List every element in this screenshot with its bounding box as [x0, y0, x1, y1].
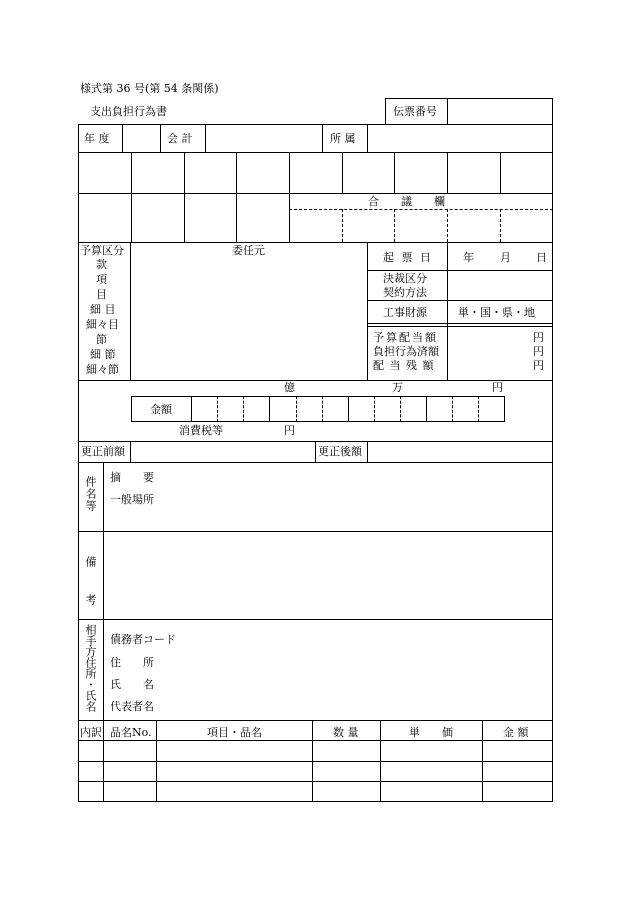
- fiscal-year-label: 年 度: [84, 132, 110, 145]
- consultation-label: 合 議 欄: [368, 195, 445, 208]
- detail-header-breakdown: 内訳: [80, 726, 102, 739]
- remaining-allocation-label: 配 当 残 額: [373, 359, 435, 372]
- debtor-code-label: 債務者コード: [110, 633, 176, 646]
- department-field[interactable]: [368, 126, 552, 150]
- decision-category-label: 決裁区分: [383, 272, 427, 285]
- remarks-side-label: 備 考: [84, 556, 97, 613]
- kou-label: 項: [96, 273, 107, 286]
- fund-source-label: 工事財源: [383, 306, 427, 319]
- detail-header-item-name: 項目・品名: [207, 726, 262, 739]
- form-title: 支出負担行為書: [90, 105, 167, 118]
- summary-label: 摘 要: [110, 471, 154, 484]
- delegation-label: 委任元: [232, 244, 265, 257]
- general-location-label: 一般場所: [110, 493, 154, 506]
- year-unit: 年: [463, 251, 474, 264]
- saimoku-label: 細 目: [90, 303, 116, 316]
- oku-unit: 億: [284, 381, 295, 394]
- representative-label: 代表者名: [110, 700, 154, 713]
- consumption-tax-label: 消費税等: [179, 424, 223, 437]
- detail-header-item-no: 品名No.: [110, 726, 152, 739]
- amount-label: 金額: [150, 403, 172, 416]
- revision-before-label: 更正前額: [81, 445, 125, 458]
- detail-header-quantity: 数 量: [333, 726, 359, 739]
- budget-category-label: 予算区分: [80, 244, 124, 257]
- department-label: 所 属: [330, 132, 356, 145]
- voucher-number-label: 伝票番号: [393, 105, 437, 118]
- counterparty-side-label: 相手方住所・氏名: [84, 624, 97, 712]
- saisetsu-label: 細 節: [90, 348, 116, 361]
- saisaimoku-label: 細々目: [86, 318, 119, 331]
- kan-label: 款: [96, 258, 107, 271]
- setsu-label: 節: [96, 333, 107, 346]
- detail-header-unit-price: 単 価: [409, 726, 453, 739]
- revision-after-label: 更正後額: [318, 445, 362, 458]
- account-label: 会 計: [167, 132, 193, 145]
- fiscal-year-field[interactable]: [123, 126, 159, 150]
- month-unit: 月: [500, 251, 511, 264]
- name-label: 氏 名: [110, 678, 154, 691]
- account-field[interactable]: [206, 126, 321, 150]
- day-unit: 日: [536, 251, 547, 264]
- budget-allocation-label: 予算配当額: [373, 331, 438, 344]
- saisaisetsu-label: 細々節: [86, 363, 119, 376]
- moku-label: 目: [96, 288, 107, 301]
- tax-yen-unit: 円: [284, 424, 295, 437]
- committed-amount-label: 負担行為済額: [373, 345, 439, 358]
- yen-unit-amount: 円: [492, 381, 503, 394]
- man-unit: 万: [392, 381, 403, 394]
- contract-method-label: 契約方法: [383, 286, 427, 299]
- fund-options[interactable]: 単・国・県・地: [458, 306, 535, 319]
- form-number: 様式第 36 号(第 54 条関係): [80, 82, 219, 95]
- amount-box[interactable]: [131, 396, 505, 422]
- subject-side-label: 件名等: [84, 476, 97, 512]
- address-label: 住 所: [110, 656, 154, 669]
- draft-date-label: 起 票 日: [383, 251, 433, 264]
- detail-header-amount: 金 額: [503, 726, 529, 739]
- yen-unit-2: 円: [533, 345, 544, 358]
- yen-unit-3: 円: [533, 359, 544, 372]
- yen-unit-1: 円: [533, 331, 544, 344]
